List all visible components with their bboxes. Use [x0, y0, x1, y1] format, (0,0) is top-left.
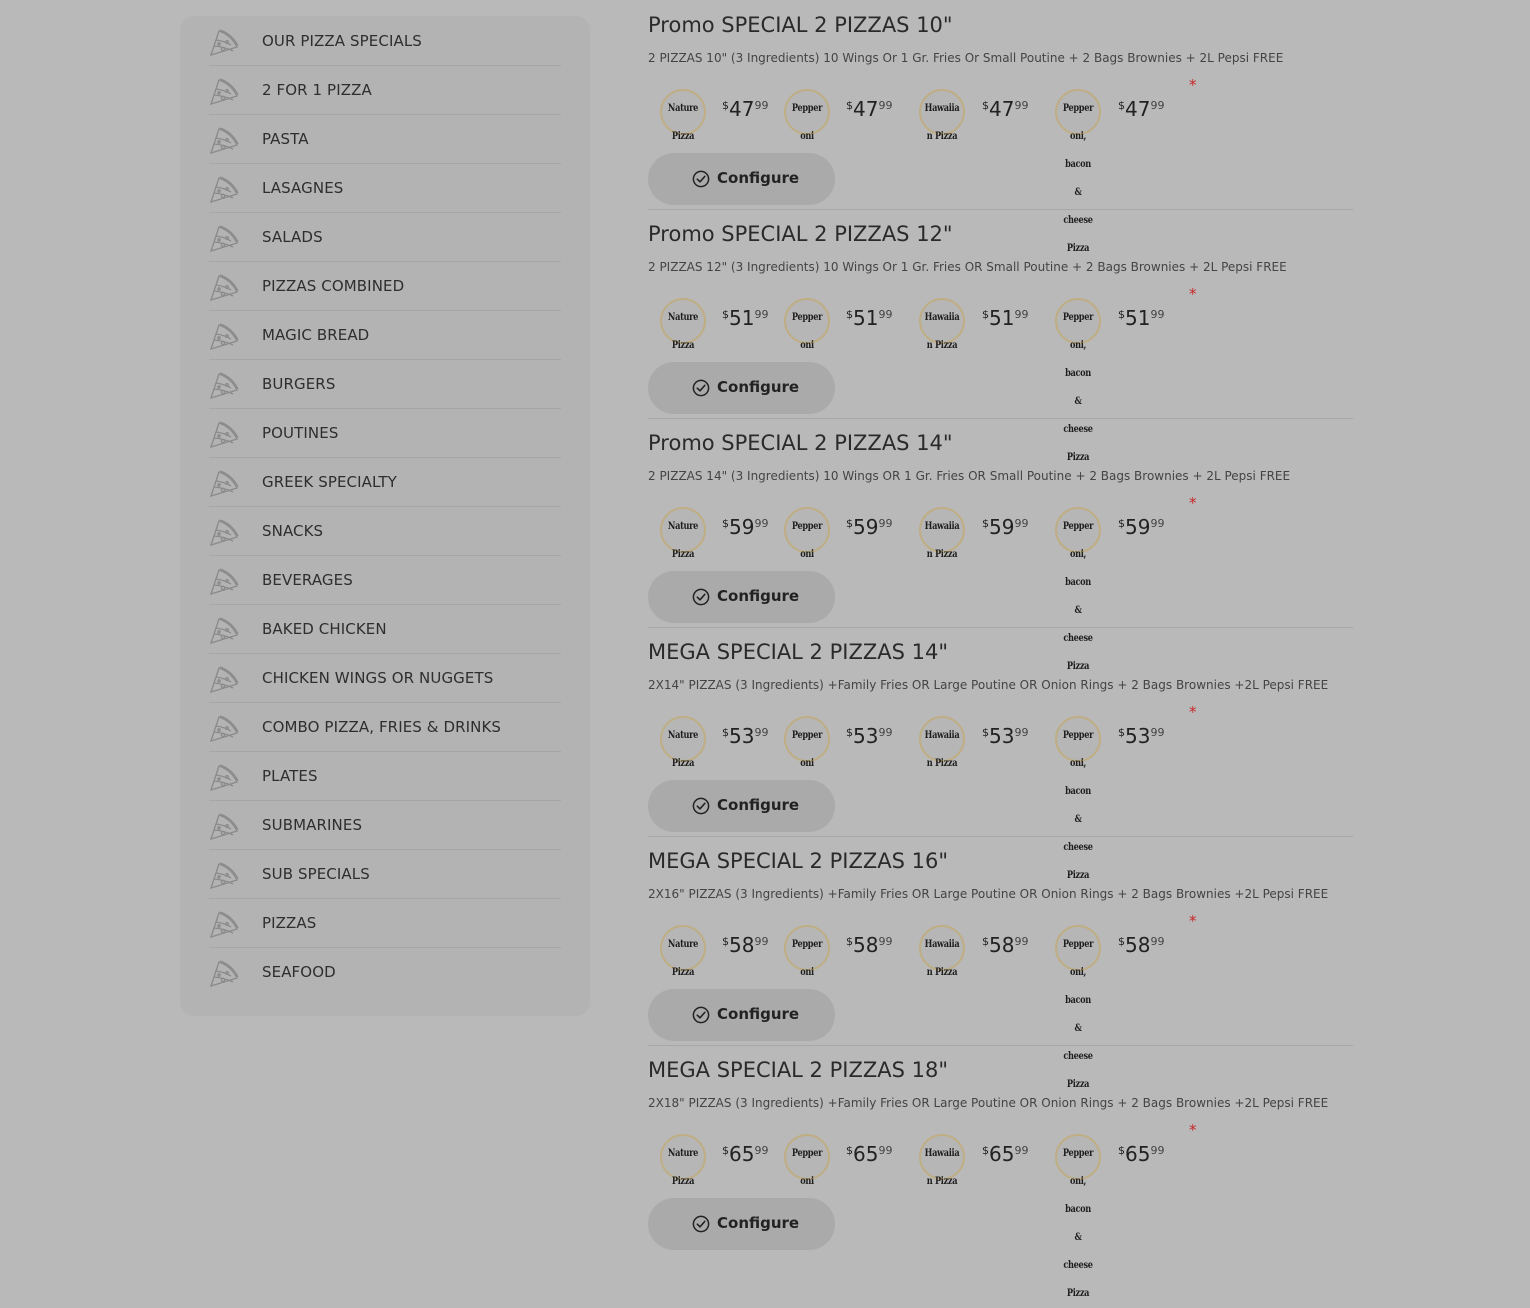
- pizza-option-name-line: &: [1074, 1023, 1082, 1034]
- pizza-option-name-line: Pizza: [1066, 243, 1090, 254]
- price-dollars: 59: [853, 515, 879, 539]
- pizza-option-name-line: n Pizza: [926, 758, 958, 769]
- sidebar-item[interactable]: [209, 801, 561, 850]
- required-marker: *: [1189, 912, 1197, 930]
- option-price: [982, 1142, 1028, 1166]
- price-currency: $: [722, 1144, 729, 1157]
- pizza-slice-icon: [209, 566, 239, 596]
- sidebar-item[interactable]: [209, 458, 561, 507]
- product-description: 2X16" PIZZAS (3 Ingredients) +Family Fries OR Large Poutine OR Onion Rings + 2 Bags Brownies +2L Pepsi FREE: [648, 887, 1329, 901]
- price-cents: 99: [754, 1144, 769, 1157]
- price-cents: 99: [878, 308, 893, 321]
- configure-button[interactable]: [648, 362, 835, 414]
- sidebar-item-label: BEVERAGES: [262, 571, 353, 589]
- product-title: Promo SPECIAL 2 PIZZAS 14": [648, 431, 953, 455]
- pizza-option-name-line: Pizza: [1066, 870, 1090, 881]
- price-dollars: 58: [729, 933, 755, 957]
- price-cents: 99: [754, 99, 769, 112]
- pizza-slice-icon: [209, 272, 239, 302]
- price-currency: $: [846, 517, 853, 530]
- pizza-option-name-line: oni,: [1069, 131, 1087, 142]
- pizza-option-name: [658, 931, 709, 987]
- price-dollars: 53: [989, 724, 1015, 748]
- pizza-option-name-line: cheese: [1063, 1260, 1093, 1271]
- pizza-option-name-line: oni,: [1069, 967, 1087, 978]
- price-dollars: 47: [729, 97, 755, 121]
- price-currency: $: [982, 517, 989, 530]
- price-currency: $: [982, 726, 989, 739]
- product-description: 2 PIZZAS 12" (3 Ingredients) 10 Wings Or 1 Gr. Fries OR Small Poutine + 2 Bags Brownies + 2L Pepsi FREE: [648, 260, 1287, 274]
- price-dollars: 65: [853, 1142, 879, 1166]
- pizza-option-name-line: oni: [800, 967, 814, 978]
- pizza-option-name-line: Pizza: [1066, 452, 1090, 463]
- price-dollars: 53: [853, 724, 879, 748]
- price-cents: 99: [1150, 517, 1165, 530]
- price-currency: $: [846, 726, 853, 739]
- product-card: [648, 1045, 1353, 1299]
- sidebar-item[interactable]: [209, 654, 561, 703]
- option-price: [982, 97, 1028, 121]
- sidebar-item-label: PASTA: [262, 130, 309, 148]
- pizza-option-name-line: Hawaiia: [924, 521, 960, 532]
- sidebar-item[interactable]: [209, 752, 561, 801]
- pizza-slice-icon: [209, 76, 239, 106]
- price-currency: $: [1118, 726, 1125, 739]
- pizza-option-name: [658, 1140, 709, 1196]
- pizza-option-name-line: Hawaiia: [924, 939, 960, 950]
- pizza-slice-icon: [209, 517, 239, 547]
- configure-button[interactable]: [648, 571, 835, 623]
- price-currency: $: [1118, 517, 1125, 530]
- price-dollars: 53: [729, 724, 755, 748]
- pizza-slice-icon: [209, 27, 239, 57]
- pizza-slice-icon: [209, 125, 239, 155]
- sidebar-item[interactable]: [209, 556, 561, 605]
- pizza-slice-icon: [209, 762, 239, 792]
- pizza-option-name-line: Pepper: [1062, 312, 1094, 323]
- pizza-option-name-line: n Pizza: [926, 340, 958, 351]
- sidebar-item-label: BAKED CHICKEN: [262, 620, 387, 638]
- price-currency: $: [722, 99, 729, 112]
- pizza-option-name-line: oni: [800, 131, 814, 142]
- pizza-option-name-line: Pizza: [1066, 661, 1090, 672]
- product-description: 2X18" PIZZAS (3 Ingredients) +Family Fries OR Large Poutine OR Onion Rings + 2 Bags Brownies +2L Pepsi FREE: [648, 1096, 1329, 1110]
- option-price: [846, 933, 892, 957]
- pizza-option-name-line: Hawaiia: [924, 312, 960, 323]
- pizza-option-name-line: Pepper: [791, 103, 823, 114]
- product-title: MEGA SPECIAL 2 PIZZAS 14": [648, 640, 948, 664]
- price-currency: $: [1118, 308, 1125, 321]
- price-currency: $: [982, 308, 989, 321]
- configure-button[interactable]: [648, 989, 835, 1041]
- required-marker: *: [1189, 76, 1197, 94]
- price-currency: $: [722, 935, 729, 948]
- sidebar-item[interactable]: [209, 948, 561, 996]
- sidebar-item-label: SUBMARINES: [262, 816, 363, 834]
- pizza-option-name-line: cheese: [1063, 1051, 1093, 1062]
- price-dollars: 59: [989, 515, 1015, 539]
- pizza-option-name: [658, 722, 709, 778]
- pizza-slice-icon: [209, 370, 239, 400]
- sidebar-item-label: PLATES: [262, 767, 318, 785]
- price-cents: 99: [1150, 935, 1165, 948]
- configure-button[interactable]: [648, 153, 835, 205]
- price-cents: 99: [1014, 99, 1029, 112]
- option-price: [722, 515, 768, 539]
- sidebar-item-label: SUB SPECIALS: [262, 865, 370, 883]
- pizza-option-name-line: Pizza: [671, 131, 695, 142]
- pizza-option-name-line: &: [1074, 1232, 1082, 1243]
- pizza-option-name-line: Pepper: [1062, 939, 1094, 950]
- pizza-option-name: [917, 1140, 968, 1196]
- pizza-option-name-line: bacon: [1065, 577, 1091, 588]
- pizza-option-name-line: Nature: [667, 521, 699, 532]
- option-price: [982, 515, 1028, 539]
- price-cents: 99: [1014, 308, 1029, 321]
- pizza-option-name-line: Pepper: [791, 1148, 823, 1159]
- pizza-option-name: [658, 95, 709, 151]
- pizza-option-name-line: Pizza: [671, 340, 695, 351]
- option-price: [1118, 724, 1164, 748]
- pizza-option-name-line: oni: [800, 758, 814, 769]
- price-cents: 99: [754, 726, 769, 739]
- price-dollars: 65: [1125, 1142, 1151, 1166]
- option-price: [982, 933, 1028, 957]
- sidebar-item-label: GREEK SPECIALTY: [262, 473, 397, 491]
- sidebar-item-label: COMBO PIZZA, FRIES & DRINKS: [262, 718, 502, 736]
- category-list: [209, 17, 561, 996]
- price-dollars: 65: [729, 1142, 755, 1166]
- check-circle-icon: [692, 797, 710, 815]
- option-price: [846, 97, 892, 121]
- product-title: Promo SPECIAL 2 PIZZAS 12": [648, 222, 953, 246]
- sidebar-item[interactable]: [209, 605, 561, 654]
- check-circle-icon: [692, 1006, 710, 1024]
- pizza-option-name-line: oni: [800, 549, 814, 560]
- sidebar-item[interactable]: [209, 17, 561, 66]
- sidebar-item-label: SNACKS: [262, 522, 324, 540]
- sidebar-item-label: MAGIC BREAD: [262, 326, 370, 344]
- pizza-option-name-line: oni: [800, 1176, 814, 1187]
- sidebar-item-label: 2 FOR 1 PIZZA: [262, 81, 372, 99]
- pizza-option-name-line: &: [1074, 814, 1082, 825]
- required-marker: *: [1189, 1121, 1197, 1139]
- sidebar-item[interactable]: [209, 409, 561, 458]
- option-price: [846, 515, 892, 539]
- pizza-option-name-line: oni,: [1069, 340, 1087, 351]
- price-dollars: 47: [853, 97, 879, 121]
- pizza-slice-icon: [209, 958, 239, 988]
- price-currency: $: [846, 935, 853, 948]
- check-circle-icon: [692, 1215, 710, 1233]
- price-dollars: 59: [729, 515, 755, 539]
- sidebar-item[interactable]: [209, 66, 561, 115]
- pizza-option-name-line: oni,: [1069, 549, 1087, 560]
- pizza-option-name-line: Nature: [667, 103, 699, 114]
- option-price: [722, 724, 768, 748]
- configure-button-label: Configure: [717, 587, 800, 605]
- category-sidebar: [180, 16, 590, 1016]
- pizza-slice-icon: [209, 615, 239, 645]
- price-cents: 99: [1150, 1144, 1165, 1157]
- pizza-option-name-line: Pizza: [1066, 1288, 1090, 1299]
- required-marker: *: [1189, 494, 1197, 512]
- price-dollars: 58: [989, 933, 1015, 957]
- price-dollars: 51: [989, 306, 1015, 330]
- price-dollars: 47: [989, 97, 1015, 121]
- sidebar-item[interactable]: [209, 703, 561, 752]
- price-cents: 99: [1150, 99, 1165, 112]
- pizza-option-name-line: oni,: [1069, 1176, 1087, 1187]
- pizza-slice-icon: [209, 713, 239, 743]
- sidebar-item-label: POUTINES: [262, 424, 339, 442]
- sidebar-item[interactable]: [209, 507, 561, 556]
- sidebar-item[interactable]: [209, 899, 561, 948]
- option-price: [846, 1142, 892, 1166]
- option-price: [1118, 933, 1164, 957]
- option-price: [1118, 515, 1164, 539]
- configure-button-label: Configure: [717, 169, 800, 187]
- pizza-option-name-line: Pizza: [671, 967, 695, 978]
- sidebar-item[interactable]: [209, 115, 561, 164]
- price-dollars: 58: [1125, 933, 1151, 957]
- product-description: 2X14" PIZZAS (3 Ingredients) +Family Fries OR Large Poutine OR Onion Rings + 2 Bags Brownies +2L Pepsi FREE: [648, 678, 1329, 692]
- sidebar-item[interactable]: [209, 311, 561, 360]
- pizza-option-name-line: Pepper: [1062, 1148, 1094, 1159]
- pizza-option-name: [917, 304, 968, 360]
- pizza-slice-icon: [209, 468, 239, 498]
- pizza-option-name: [917, 931, 968, 987]
- configure-button[interactable]: [648, 1198, 835, 1250]
- price-dollars: 53: [1125, 724, 1151, 748]
- price-currency: $: [1118, 99, 1125, 112]
- price-cents: 99: [1150, 726, 1165, 739]
- price-currency: $: [722, 517, 729, 530]
- pizza-option-name-line: Nature: [667, 1148, 699, 1159]
- pizza-option-name-line: Pepper: [1062, 103, 1094, 114]
- configure-button-label: Configure: [717, 796, 800, 814]
- pizza-slice-icon: [209, 811, 239, 841]
- price-cents: 99: [878, 517, 893, 530]
- pizza-slice-icon: [209, 664, 239, 694]
- price-currency: $: [982, 99, 989, 112]
- pizza-option-name: [917, 95, 968, 151]
- sidebar-item-label: SEAFOOD: [262, 963, 336, 981]
- price-dollars: 51: [1125, 306, 1151, 330]
- price-cents: 99: [754, 935, 769, 948]
- pizza-option-name-line: Hawaiia: [924, 103, 960, 114]
- product-description: 2 PIZZAS 14" (3 Ingredients) 10 Wings OR 1 Gr. Fries OR Small Poutine + 2 Bags Brownies + 2L Pepsi FREE: [648, 469, 1291, 483]
- sidebar-item-label: BURGERS: [262, 375, 336, 393]
- pizza-option-name-line: bacon: [1065, 368, 1091, 379]
- price-cents: 99: [754, 308, 769, 321]
- price-cents: 99: [1014, 935, 1029, 948]
- pizza-option-name-line: n Pizza: [926, 1176, 958, 1187]
- pizza-option-name-line: Pepper: [1062, 730, 1094, 741]
- product-description: 2 PIZZAS 10" (3 Ingredients) 10 Wings Or 1 Gr. Fries Or Small Poutine + 2 Bags Brownies + 2L Pepsi FREE: [648, 51, 1284, 65]
- price-cents: 99: [878, 726, 893, 739]
- price-cents: 99: [754, 517, 769, 530]
- price-dollars: 47: [1125, 97, 1151, 121]
- pizza-slice-icon: [209, 860, 239, 890]
- pizza-option-name-line: cheese: [1063, 424, 1093, 435]
- sidebar-item[interactable]: [209, 850, 561, 899]
- option-price: [722, 1142, 768, 1166]
- check-circle-icon: [692, 588, 710, 606]
- sidebar-item-label: PIZZAS: [262, 914, 317, 932]
- price-cents: 99: [1014, 517, 1029, 530]
- pizza-option-name: [658, 513, 709, 569]
- pizza-slice-icon: [209, 174, 239, 204]
- price-currency: $: [846, 99, 853, 112]
- pizza-option-name-line: Nature: [667, 730, 699, 741]
- pizza-option-name-line: bacon: [1065, 159, 1091, 170]
- check-circle-icon: [692, 170, 710, 188]
- sidebar-item-label: LASAGNES: [262, 179, 344, 197]
- pizza-option-name-line: bacon: [1065, 786, 1091, 797]
- pizza-slice-icon: [209, 321, 239, 351]
- pizza-option-name-line: Pizza: [671, 1176, 695, 1187]
- product-title: MEGA SPECIAL 2 PIZZAS 16": [648, 849, 948, 873]
- pizza-option-name-line: cheese: [1063, 633, 1093, 644]
- pizza-option-name: [658, 304, 709, 360]
- pizza-option-name-line: bacon: [1065, 995, 1091, 1006]
- pizza-option-name-line: n Pizza: [926, 131, 958, 142]
- pizza-option-name-line: oni,: [1069, 758, 1087, 769]
- price-cents: 99: [1014, 1144, 1029, 1157]
- configure-button-label: Configure: [717, 1005, 800, 1023]
- price-currency: $: [1118, 935, 1125, 948]
- sidebar-item[interactable]: [209, 360, 561, 409]
- pizza-option-name: [1053, 1140, 1104, 1308]
- sidebar-item[interactable]: [209, 213, 561, 262]
- option-price: [722, 933, 768, 957]
- required-marker: *: [1189, 703, 1197, 721]
- option-price: [846, 306, 892, 330]
- sidebar-item[interactable]: [209, 164, 561, 213]
- pizza-option-name-line: cheese: [1063, 842, 1093, 853]
- option-price: [1118, 306, 1164, 330]
- price-cents: 99: [878, 99, 893, 112]
- configure-button-label: Configure: [717, 1214, 800, 1232]
- configure-button[interactable]: [648, 780, 835, 832]
- product-title: MEGA SPECIAL 2 PIZZAS 18": [648, 1058, 948, 1082]
- price-dollars: 59: [1125, 515, 1151, 539]
- price-currency: $: [846, 1144, 853, 1157]
- price-cents: 99: [878, 1144, 893, 1157]
- pizza-option-name-line: Hawaiia: [924, 730, 960, 741]
- required-marker: *: [1189, 285, 1197, 303]
- sidebar-item[interactable]: [209, 262, 561, 311]
- pizza-option-name-line: Pizza: [671, 549, 695, 560]
- price-currency: $: [982, 1144, 989, 1157]
- price-currency: $: [722, 308, 729, 321]
- pizza-option-name-line: cheese: [1063, 215, 1093, 226]
- option-price: [1118, 97, 1164, 121]
- pizza-option-name-line: Pepper: [791, 939, 823, 950]
- pizza-option-name-line: bacon: [1065, 1204, 1091, 1215]
- pizza-option-name: [917, 513, 968, 569]
- pizza-option-name-line: &: [1074, 187, 1082, 198]
- pizza-option-name-line: n Pizza: [926, 549, 958, 560]
- option-price: [846, 724, 892, 748]
- pizza-option-name-line: Nature: [667, 312, 699, 323]
- pizza-option-name-line: Pepper: [791, 312, 823, 323]
- price-dollars: 51: [729, 306, 755, 330]
- configure-button-label: Configure: [717, 378, 800, 396]
- sidebar-item-label: SALADS: [262, 228, 323, 246]
- price-dollars: 51: [853, 306, 879, 330]
- price-cents: 99: [1150, 308, 1165, 321]
- price-currency: $: [846, 308, 853, 321]
- option-price: [982, 306, 1028, 330]
- price-cents: 99: [1014, 726, 1029, 739]
- sidebar-item-label: OUR PIZZA SPECIALS: [262, 32, 422, 50]
- pizza-option-name-line: &: [1074, 605, 1082, 616]
- price-currency: $: [982, 935, 989, 948]
- pizza-option-name-line: Pepper: [791, 730, 823, 741]
- pizza-option-name-line: n Pizza: [926, 967, 958, 978]
- pizza-option-name-line: Pepper: [1062, 521, 1094, 532]
- pizza-option-name-line: Hawaiia: [924, 1148, 960, 1159]
- price-dollars: 65: [989, 1142, 1015, 1166]
- pizza-option-name-line: oni: [800, 340, 814, 351]
- pizza-slice-icon: [209, 223, 239, 253]
- pizza-option-name-line: Nature: [667, 939, 699, 950]
- sidebar-item-label: PIZZAS COMBINED: [262, 277, 405, 295]
- option-price: [1118, 1142, 1164, 1166]
- pizza-option-name-line: Pizza: [671, 758, 695, 769]
- option-price: [722, 306, 768, 330]
- pizza-option-name-line: &: [1074, 396, 1082, 407]
- pizza-slice-icon: [209, 909, 239, 939]
- sidebar-item-label: CHICKEN WINGS OR NUGGETS: [262, 669, 494, 687]
- product-title: Promo SPECIAL 2 PIZZAS 10": [648, 13, 953, 37]
- option-price: [982, 724, 1028, 748]
- pizza-slice-icon: [209, 419, 239, 449]
- price-cents: 99: [878, 935, 893, 948]
- pizza-option-name-line: Pizza: [1066, 1079, 1090, 1090]
- price-currency: $: [722, 726, 729, 739]
- option-price: [722, 97, 768, 121]
- check-circle-icon: [692, 379, 710, 397]
- pizza-option-name-line: Pepper: [791, 521, 823, 532]
- price-currency: $: [1118, 1144, 1125, 1157]
- pizza-option-name: [917, 722, 968, 778]
- price-dollars: 58: [853, 933, 879, 957]
